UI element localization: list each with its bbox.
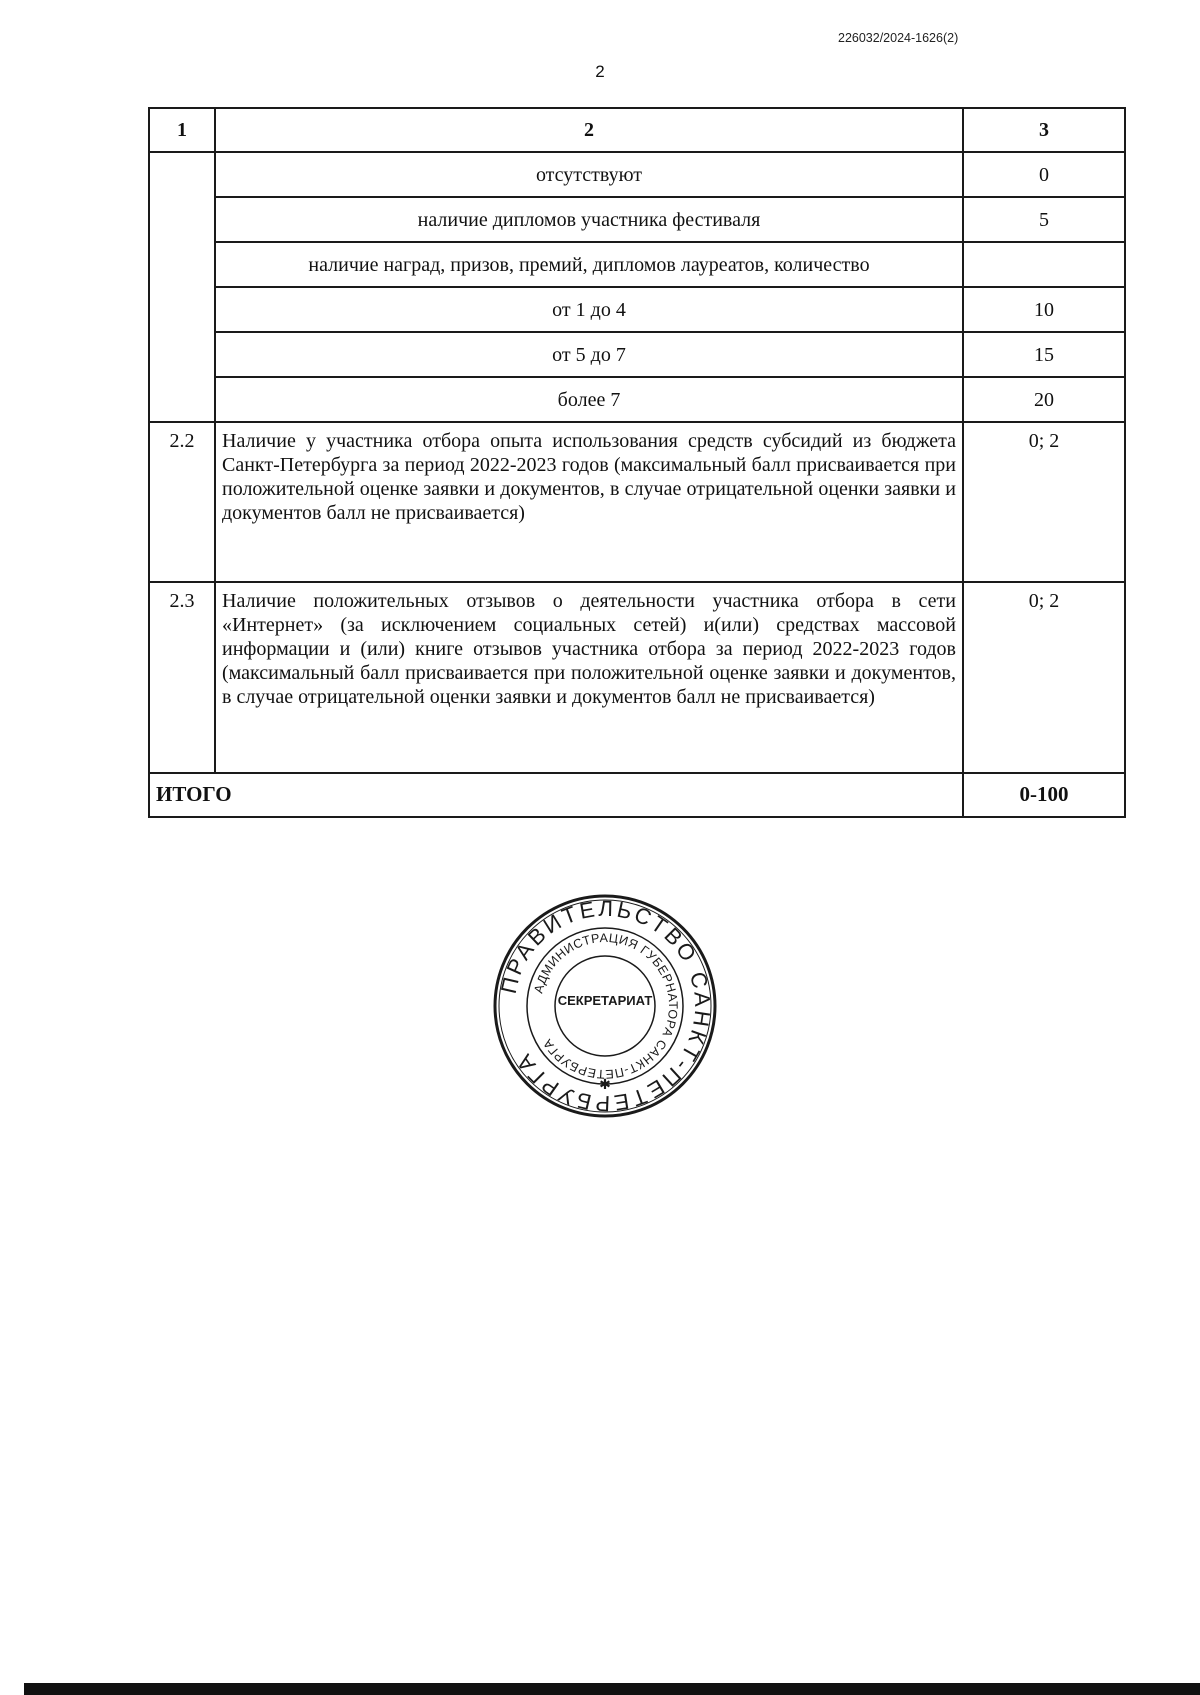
seal-inner-text: АДМИНИСТРАЦИЯ ГУБЕРНАТОРА САНКТ-ПЕТЕРБУРГА (531, 930, 681, 1082)
table-row (149, 197, 1125, 242)
criterion-score: 0 (963, 152, 1125, 197)
criterion-score: 10 (963, 287, 1125, 332)
criterion-score: 20 (963, 377, 1125, 422)
document-registration-number: 226032/2024-1626(2) (838, 31, 959, 45)
criterion-text: Наличие у участника отбора опыта использования средств субсидий из бюджета Санкт-Петербурга за период 2022-2023 годов (максимальный балл присваивается при положительной оценке заявки и документов, в случае отрицательной оценки заявки и документов балл не присваивается) (215, 422, 963, 582)
seal-star-icon: ✱ (599, 1077, 611, 1093)
table-row (149, 422, 1125, 582)
row-number-cell (149, 152, 215, 422)
seal-center-text: СЕКРЕТАРИАТ (557, 993, 653, 1008)
criterion-score: 15 (963, 332, 1125, 377)
criterion-score: 0; 2 (963, 422, 1125, 582)
criterion-text: наличие дипломов участника фестиваля (215, 197, 963, 242)
criterion-score (963, 242, 1125, 287)
column-header-3: 3 (963, 108, 1125, 152)
total-row (149, 773, 1125, 817)
criterion-text: наличие наград, призов, премий, дипломов лауреатов, количество (215, 242, 963, 287)
criterion-text: более 7 (215, 377, 963, 422)
column-header-2: 2 (215, 108, 963, 152)
criterion-text: от 1 до 4 (215, 287, 963, 332)
scan-edge-bar (24, 1683, 1200, 1695)
total-label: ИТОГО (149, 773, 963, 817)
row-number-cell: 2.2 (149, 422, 215, 582)
criterion-score: 5 (963, 197, 1125, 242)
table-row (149, 287, 1125, 332)
column-header-1: 1 (149, 108, 215, 152)
table-row (149, 242, 1125, 287)
criteria-score-table (148, 107, 1126, 818)
total-score: 0-100 (963, 773, 1125, 817)
table-row (149, 332, 1125, 377)
page-number: 2 (595, 62, 605, 81)
criterion-score: 0; 2 (963, 582, 1125, 773)
criterion-text: Наличие положительных отзывов о деятельности участника отбора в сети «Интернет» (за исключением социальных сетей) и(или) средствах массовой информации и (или) книге отзывов участника отбора за период 2022-2023 годов (максимальный балл присваивается при положительной оценке заявки и документов, в случае отрицательной оценки заявки и документов балл не присваивается) (215, 582, 963, 773)
criterion-text: от 5 до 7 (215, 332, 963, 377)
table-row (149, 377, 1125, 422)
criterion-text: отсутствуют (215, 152, 963, 197)
seal-outer-text: ПРАВИТЕЛЬСТВО САНКТ-ПЕТЕРБУРГА (495, 895, 716, 1117)
table-header-row (149, 108, 1125, 152)
official-seal (492, 893, 718, 1119)
row-number-cell: 2.3 (149, 582, 215, 773)
table-row (149, 152, 1125, 197)
table-row (149, 582, 1125, 773)
